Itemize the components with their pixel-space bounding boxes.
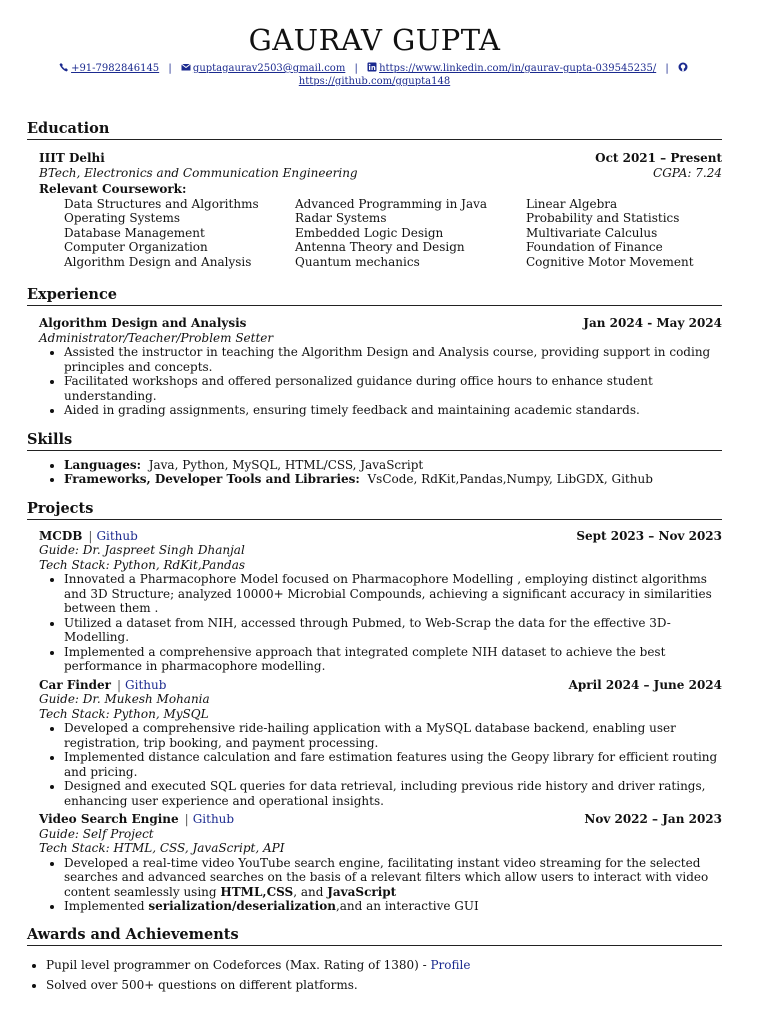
experience-bullets xyxy=(39,345,722,418)
course-item: Multivariate Calculus xyxy=(526,225,658,240)
list-item: • Solved over 500+ questions on different platforms. xyxy=(46,975,722,995)
skills-label: Frameworks, Developer Tools and Libraries: xyxy=(64,472,360,486)
education-section xyxy=(27,120,722,269)
list-item xyxy=(64,856,722,900)
project-bullets xyxy=(39,572,722,674)
course-item: Cognitive Motor Movement xyxy=(526,254,694,269)
experience-role: Algorithm Design and Analysis xyxy=(39,316,247,330)
project-name: Video Search Engine xyxy=(39,812,179,826)
project-name: Car Finder xyxy=(39,677,111,692)
linkedin-link[interactable]: https://www.linkedin.com/in/gaurav-gupta-039545235/ xyxy=(379,63,657,74)
coursework-grid xyxy=(39,197,722,270)
award-text: Pupil level programmer on Codeforces (Max. Rating of 1380) - xyxy=(46,957,431,972)
candidate-name: GAURAV GUPTA xyxy=(248,23,501,57)
separator: | xyxy=(665,63,669,74)
project-name: MCDB xyxy=(39,528,83,543)
skills-label: Languages: xyxy=(64,457,142,472)
bullet-text: ,and an interactive GUI xyxy=(335,899,479,913)
separator: | xyxy=(116,677,122,692)
course-item: Data Structures and Algorithms xyxy=(64,196,259,211)
coursework-label: Relevant Coursework: xyxy=(39,182,187,196)
separator: | xyxy=(168,63,172,74)
project-dates: Sept 2023 – Nov 2023 xyxy=(576,528,722,543)
course-item: Algorithm Design and Analysis xyxy=(64,254,252,269)
awards-section xyxy=(27,926,722,995)
separator: | xyxy=(354,63,358,74)
bullet-text: , and xyxy=(293,884,328,899)
list-item xyxy=(64,899,722,914)
list-item: • Implemented a comprehensive approach that integrated complete NIH dataset to achieve the best performance in pharmacophore modelling. xyxy=(64,645,722,674)
contact-info xyxy=(27,62,722,88)
github-icon xyxy=(678,62,688,72)
skills-value: VsCode, RdKit,Pandas,Numpy, LibGDX, Github xyxy=(367,472,653,486)
project-bullets xyxy=(39,721,722,808)
project-entry xyxy=(27,812,722,914)
codeforces-profile-link[interactable]: Profile xyxy=(430,957,471,972)
project-bullets xyxy=(39,856,722,914)
course-item: Database Management xyxy=(64,225,205,240)
section-title: Skills xyxy=(27,431,722,451)
email-icon xyxy=(181,62,191,72)
list-item xyxy=(64,458,722,473)
project-entry xyxy=(27,529,722,674)
course-item: Computer Organization xyxy=(64,240,208,254)
project-entry xyxy=(27,678,722,809)
section-title: Projects xyxy=(27,500,722,520)
list-item: • Utilized a dataset from NIH, accessed through Pubmed, to Web-Scrap the data for the effective 3D-Modelling. xyxy=(64,616,722,645)
section-title: Experience xyxy=(27,286,722,306)
experience-section xyxy=(27,286,722,418)
project-github-link[interactable]: Github xyxy=(96,528,138,543)
course-item: Operating Systems xyxy=(64,211,181,225)
list-item: • Designed and executed SQL queries for data retrieval, including previous ride history and driver ratings, enhancing user experience and operational insights. xyxy=(64,779,722,808)
skills-value: Java, Python, MySQL, HTML/CSS, JavaScript xyxy=(148,457,424,472)
project-stack: Tech Stack: Python, RdKit,Pandas xyxy=(39,557,246,572)
separator: | xyxy=(184,812,189,826)
course-item: Quantum mechanics xyxy=(295,254,420,269)
project-github-link[interactable]: Github xyxy=(192,812,235,826)
list-item: • Facilitated workshops and offered personalized guidance during office hours to enhance student understanding. xyxy=(64,374,722,403)
section-title: Education xyxy=(27,120,722,140)
course-item: Radar Systems xyxy=(295,211,387,225)
list-item: • Aided in grading assignments, ensuring timely feedback and maintaining academic standards. xyxy=(64,403,722,418)
project-stack: Tech Stack: HTML, CSS, JavaScript, API xyxy=(39,841,285,855)
bullet-text: Developed a real-time video YouTube search engine, facilitating instant video streaming for the selected searches and advanced searches on the basis of a relevant filters which allow users to interact with video content seamlessly using xyxy=(64,855,709,899)
bullet-bold: serialization/deserialization xyxy=(148,899,336,913)
email-link[interactable]: guptagaurav2503@gmail.com xyxy=(192,63,346,74)
section-title: Awards and Achievements xyxy=(27,926,722,946)
cgpa: CGPA: 7.24 xyxy=(653,165,722,180)
list-item: • Assisted the instructor in teaching the Algorithm Design and Analysis course, providing support in coding principles and concepts. xyxy=(64,345,722,374)
bullet-text: Implemented xyxy=(64,899,149,913)
linkedin-icon xyxy=(367,62,377,72)
course-item: Linear Algebra xyxy=(526,196,618,211)
education-entry xyxy=(27,151,722,269)
project-dates: Nov 2022 – Jan 2023 xyxy=(584,812,722,826)
course-item: Probability and Statistics xyxy=(526,211,680,225)
school-name: IIIT Delhi xyxy=(39,151,105,165)
experience-entry xyxy=(27,316,722,418)
experience-position: Administrator/Teacher/Problem Setter xyxy=(39,330,274,345)
list-item xyxy=(46,955,722,975)
course-item: Advanced Programming in Java xyxy=(295,196,488,211)
skills-section xyxy=(27,431,722,487)
skills-list xyxy=(27,458,722,487)
course-item: Foundation of Finance xyxy=(526,240,663,254)
project-dates: April 2024 – June 2024 xyxy=(568,677,722,692)
course-item: Embedded Logic Design xyxy=(295,225,444,240)
separator: | xyxy=(88,528,93,543)
list-item: • Innovated a Pharmacophore Model focused on Pharmacophore Modelling , employing distinct algorithms and 3D Structure; analyzed 10000+ Microbial Compounds, achieving a significant accuracy in similarities between them . xyxy=(64,572,722,616)
course-item: Antenna Theory and Design xyxy=(295,240,465,254)
project-guide: Guide: Dr. Mukesh Mohania xyxy=(39,692,210,706)
phone-link[interactable]: +91-7982846145 xyxy=(71,63,160,74)
experience-dates: Jan 2024 - May 2024 xyxy=(583,316,722,330)
bullet-bold: JavaScript xyxy=(327,884,397,899)
projects-section xyxy=(27,500,722,914)
degree: BTech, Electronics and Communication Engineering xyxy=(39,165,358,180)
project-github-link[interactable]: Github xyxy=(125,677,167,692)
project-stack: Tech Stack: Python, MySQL xyxy=(39,706,209,721)
phone-icon xyxy=(59,62,69,72)
list-item: • Developed a comprehensive ride-hailing application with a MySQL database backend, enabling user registration, trip booking, and payment processing. xyxy=(64,721,722,750)
awards-list xyxy=(27,955,722,995)
list-item xyxy=(64,472,722,487)
bullet-bold: HTML,CSS xyxy=(220,884,294,899)
project-guide: Guide: Dr. Jaspreet Singh Dhanjal xyxy=(39,543,245,557)
project-guide: Guide: Self Project xyxy=(39,826,154,841)
list-item: • Implemented distance calculation and fare estimation features using the Geopy library for efficient routing and pricing. xyxy=(64,750,722,779)
education-dates: Oct 2021 – Present xyxy=(595,151,722,165)
github-link[interactable]: https://github.com/ggupta148 xyxy=(298,76,451,87)
